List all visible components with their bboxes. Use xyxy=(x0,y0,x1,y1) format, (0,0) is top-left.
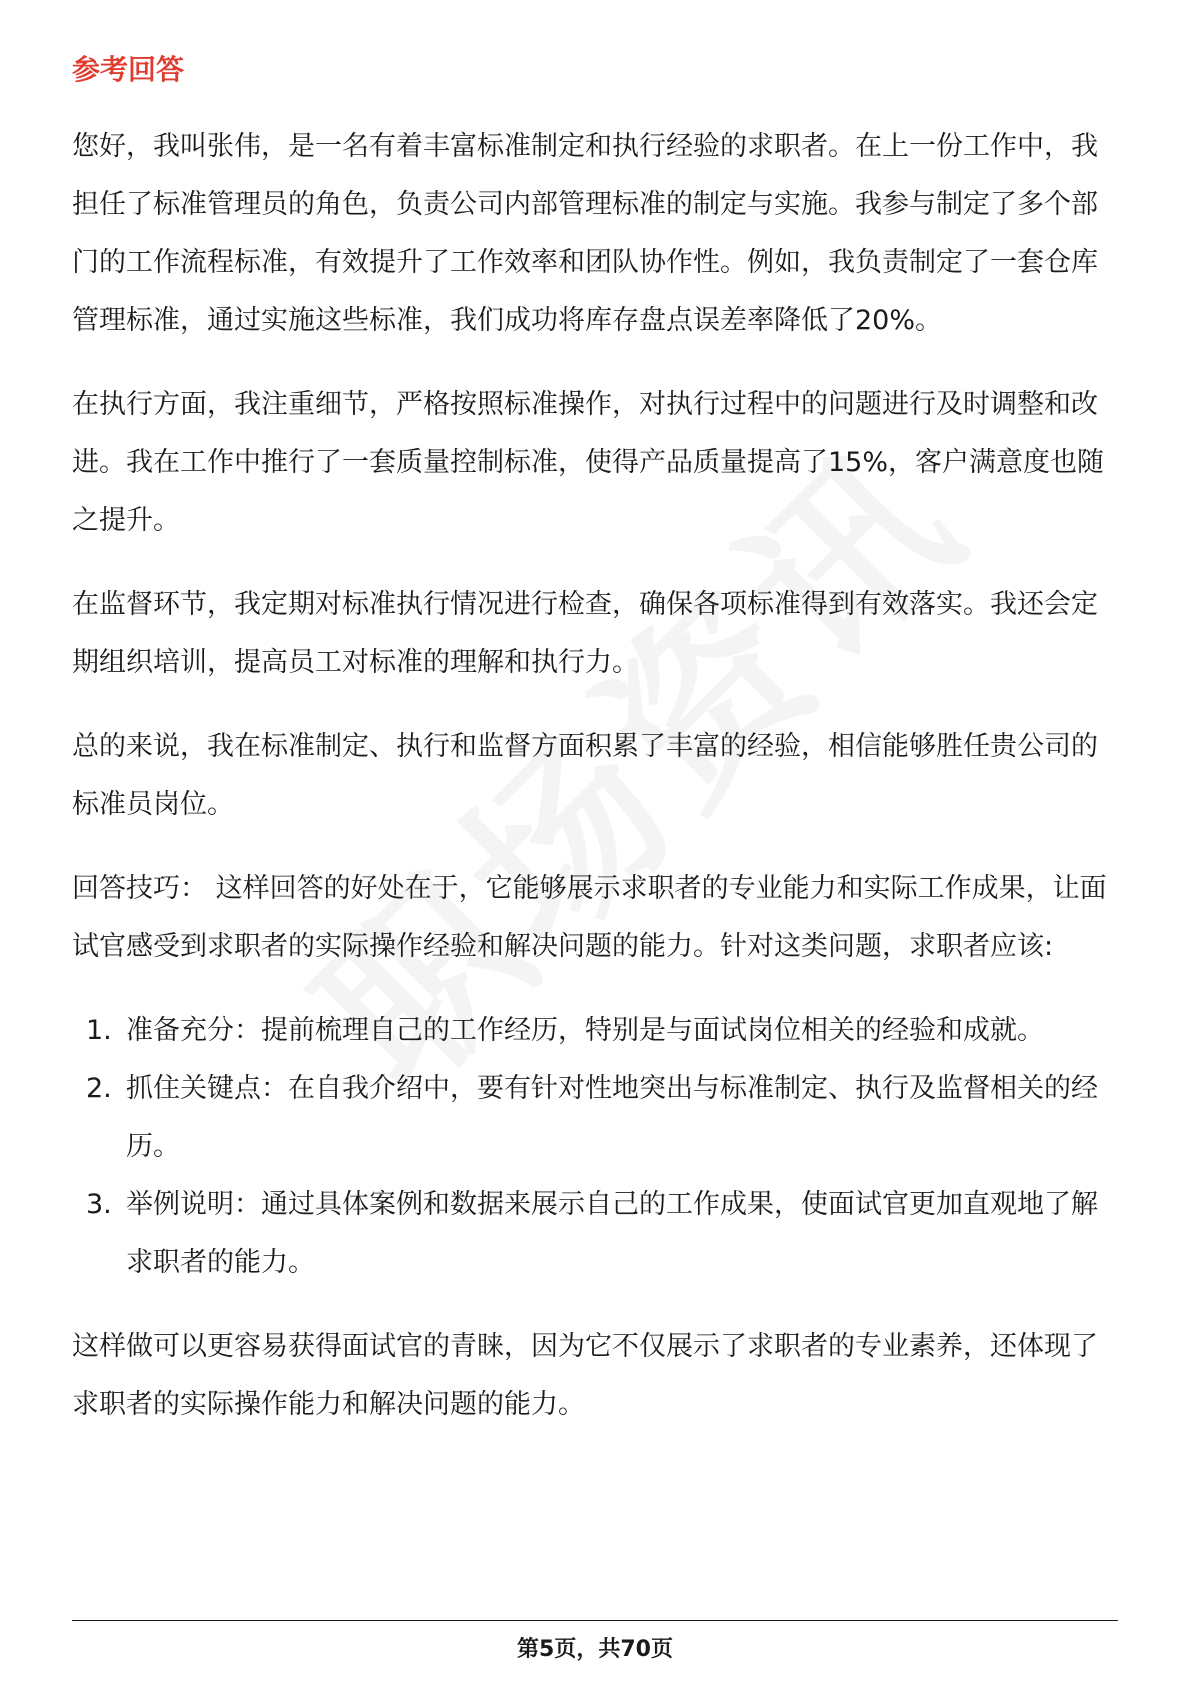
paragraph-closing: 这样做可以更容易获得面试官的青睐，因为它不仅展示了求职者的专业素养，还体现了求职者的实际操作能力和解决问题的能力。 xyxy=(72,1331,1098,1420)
list-item-text: 举例说明：通过具体案例和数据来展示自己的工作成果，使面试官更加直观地了解求职者的能力。 xyxy=(126,1189,1098,1278)
list-item xyxy=(72,1176,1118,1292)
paragraph-tips: 回答技巧： 这样回答的好处在于，它能够展示求职者的专业能力和实际工作成果，让面试官感受到求职者的实际操作经验和解决问题的能力。针对这类问题，求职者应该: xyxy=(72,873,1107,962)
list-item-number: 3. xyxy=(86,1189,112,1220)
page-number: 第5页，共70页 xyxy=(517,1637,673,1662)
footer-divider xyxy=(72,1620,1118,1621)
list-item-text: 准备充分：提前梳理自己的工作经历，特别是与面试岗位相关的经验和成就。 xyxy=(126,1015,1044,1046)
tips-list xyxy=(72,1002,1118,1292)
list-item xyxy=(72,1002,1118,1060)
paragraph-intro: 您好，我叫张伟，是一名有着丰富标准制定和执行经验的求职者。在上一份工作中，我担任了标准管理员的角色，负责公司内部管理标准的制定与实施。我参与制定了多个部门的工作流程标准，有效提升了工作效率和团队协作性。例如，我负责制定了一套仓库管理标准，通过实施这些标准，我们成功将库存盘点误差率降低了20%。 xyxy=(72,131,1098,336)
section-heading: 参考回答 xyxy=(72,53,185,86)
list-item xyxy=(72,1060,1118,1176)
list-item-number: 1. xyxy=(86,1015,112,1046)
paragraph-supervision: 在监督环节，我定期对标准执行情况进行检查，确保各项标准得到有效落实。我还会定期组织培训，提高员工对标准的理解和执行力。 xyxy=(72,589,1098,678)
list-item-number: 2. xyxy=(86,1073,112,1104)
paragraph-summary: 总的来说，我在标准制定、执行和监督方面积累了丰富的经验，相信能够胜任贵公司的标准员岗位。 xyxy=(72,731,1098,820)
paragraph-execution: 在执行方面，我注重细节，严格按照标准操作，对执行过程中的问题进行及时调整和改进。我在工作中推行了一套质量控制标准，使得产品质量提高了15%，客户满意度也随之提升。 xyxy=(72,389,1105,536)
answer-body xyxy=(72,118,1118,1460)
list-item-text: 抓住关键点：在自我介绍中，要有针对性地突出与标准制定、执行及监督相关的经历。 xyxy=(126,1073,1098,1162)
